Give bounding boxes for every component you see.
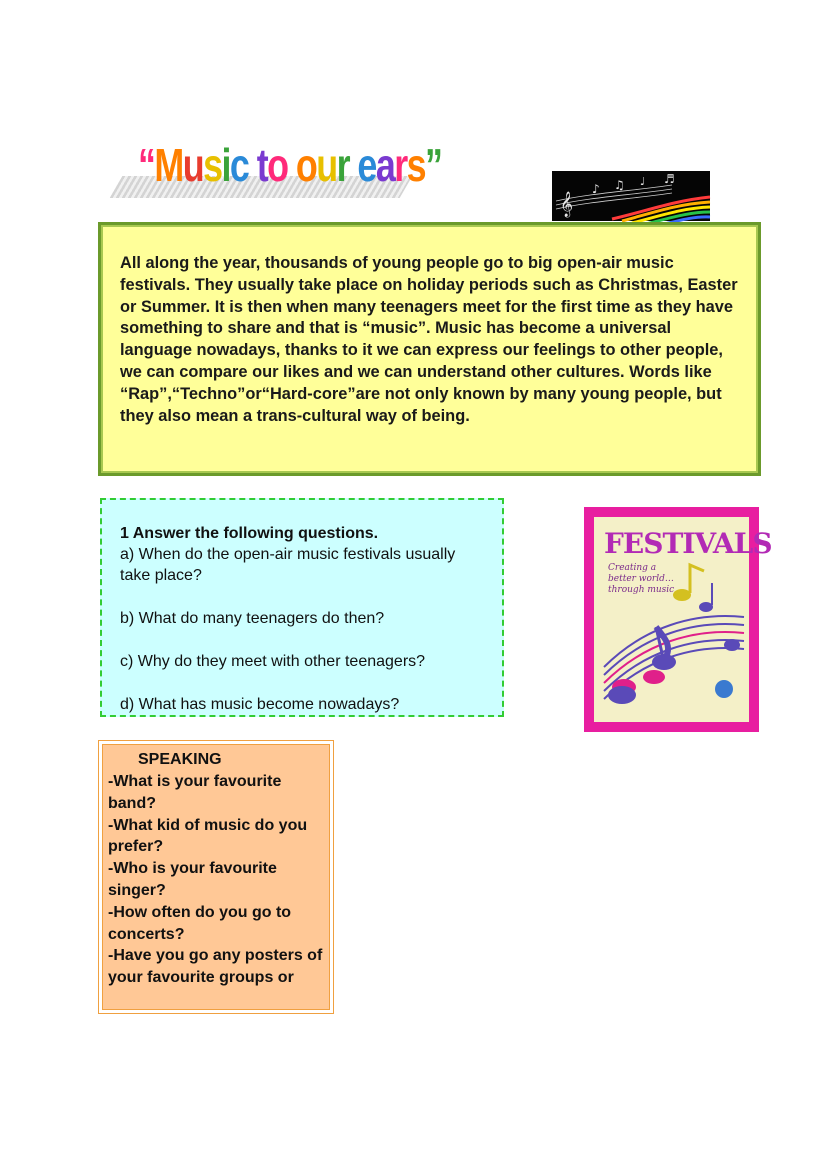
svg-text:♪: ♪ <box>592 182 600 196</box>
poster-subtitle: Creating a better world… through music <box>608 563 675 595</box>
poster-title: FESTIVALS <box>604 527 772 560</box>
title-letter: “ <box>138 139 155 191</box>
title-letter: M <box>154 139 183 191</box>
title-letter: u <box>182 139 204 191</box>
rainbow-music-staff-icon <box>552 171 710 221</box>
speaking-box <box>98 740 334 1014</box>
title-letter: r <box>336 139 350 191</box>
title-letter: s <box>406 139 426 191</box>
reading-passage-text: All along the year, thousands of young people go to big open-air music festivals. They usually take place on holiday periods such as Christmas, Easter or Summer. It is then when many teenagers meet for the first time as they have something to share and that is “music”. Music has become a universal language nowadays, thanks to it we can express our feelings to other people, we can compare our likes and we can understand other cultures. Words like “Rap”,“Techno”or“Hard-core”are not only known by many young people, but they also mean a trans-cultural way of being. <box>120 254 738 425</box>
music-notes-banner-image <box>552 171 710 221</box>
title-letter: o <box>267 139 288 191</box>
question-a: a) When do the open-air music festivals usually take place? <box>120 546 456 584</box>
questions-box <box>100 498 504 717</box>
title-letter: i <box>221 139 230 191</box>
speaking-question-2: -What kid of music do you prefer? <box>108 816 308 856</box>
title-letter: ” <box>425 139 442 191</box>
title-letter: t <box>256 139 268 191</box>
music-staff-notes-icon <box>594 517 749 722</box>
title-letter <box>349 138 357 192</box>
worksheet-title-art <box>112 138 442 208</box>
speaking-question-1: -What is your favourite band? <box>108 773 282 812</box>
title-letter <box>287 138 295 192</box>
title-letter <box>248 138 256 192</box>
title-letter: c <box>229 139 249 191</box>
title-letter: r <box>394 139 407 191</box>
title-letter: o <box>295 139 317 191</box>
title-letter: a <box>375 139 395 191</box>
svg-text:𝄞: 𝄞 <box>560 192 574 217</box>
speaking-heading: SPEAKING <box>138 751 222 768</box>
questions-heading: 1 Answer the following questions. <box>120 525 379 542</box>
question-d: d) What has music become nowadays? <box>120 696 400 713</box>
speaking-question-4: -How often do you go to concerts? <box>108 903 292 943</box>
title-letter: s <box>203 139 222 191</box>
svg-text:♬: ♬ <box>664 172 675 186</box>
question-b: b) What do many teenagers do then? <box>120 610 385 627</box>
title-letter: u <box>316 139 337 191</box>
svg-text:♩: ♩ <box>640 175 646 188</box>
question-c: c) Why do they meet with other teenagers? <box>120 653 426 670</box>
title-letter: e <box>357 139 376 191</box>
speaking-question-3: -Who is your favourite singer? <box>108 860 277 899</box>
worksheet-title <box>138 138 441 192</box>
speaking-question-5: -Have you go any posters of your favourite groups or <box>108 947 323 987</box>
poster-canvas <box>594 517 772 722</box>
reading-passage-box <box>98 222 761 476</box>
festivals-poster-image <box>584 507 772 732</box>
svg-text:♫: ♫ <box>614 178 625 192</box>
